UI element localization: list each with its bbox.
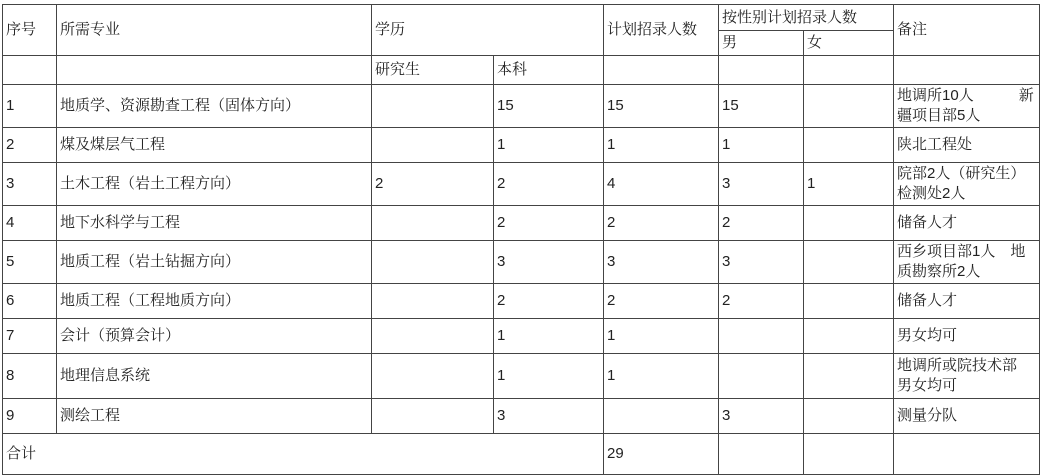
cell-undergrad: 15 (494, 85, 604, 128)
cell-major: 地质工程（工程地质方向） (57, 284, 372, 319)
header-col-education: 学历 (372, 5, 604, 56)
cell-female: 1 (804, 163, 894, 206)
cell-male: 3 (719, 241, 804, 284)
cell-major: 地理信息系统 (57, 354, 372, 399)
cell-postgrad (372, 85, 494, 128)
cell-no: 4 (3, 206, 57, 241)
total-planned: 29 (604, 434, 719, 475)
recruitment-plan-table (2, 4, 1040, 475)
cell-remark: 地调所或院技术部 男女均可 (894, 354, 1040, 399)
cell-no: 2 (3, 128, 57, 163)
table-row (3, 241, 1040, 284)
cell-major: 地下水科学与工程 (57, 206, 372, 241)
cell-undergrad: 2 (494, 284, 604, 319)
cell-remark: 陕北工程处 (894, 128, 1040, 163)
cell-planned: 1 (604, 319, 719, 354)
cell-planned (604, 399, 719, 434)
cell-major: 煤及煤层气工程 (57, 128, 372, 163)
table-row (3, 85, 1040, 128)
cell-undergrad: 3 (494, 241, 604, 284)
cell-no: 6 (3, 284, 57, 319)
cell-remark: 测量分队 (894, 399, 1040, 434)
cell-postgrad (372, 284, 494, 319)
empty-cell (604, 56, 719, 85)
cell-remark: 地调所10人 新疆项目部5人 (894, 85, 1040, 128)
cell-planned: 3 (604, 241, 719, 284)
header-col-female: 女 (804, 31, 894, 56)
cell-major: 测绘工程 (57, 399, 372, 434)
cell-postgrad (372, 206, 494, 241)
table-row (3, 163, 1040, 206)
cell-remark: 男女均可 (894, 319, 1040, 354)
header-row-3 (3, 56, 1040, 85)
total-row (3, 434, 1040, 475)
cell-no: 3 (3, 163, 57, 206)
cell-planned: 2 (604, 206, 719, 241)
total-female (804, 434, 894, 475)
cell-major: 地质学、资源勘查工程（固体方向） (57, 85, 372, 128)
cell-planned: 2 (604, 284, 719, 319)
cell-undergrad: 2 (494, 163, 604, 206)
cell-male (719, 354, 804, 399)
header-col-remark: 备注 (894, 5, 1040, 56)
table-row (3, 354, 1040, 399)
header-col-no: 序号 (3, 5, 57, 56)
empty-cell (804, 56, 894, 85)
cell-female (804, 241, 894, 284)
cell-female (804, 354, 894, 399)
cell-postgrad (372, 128, 494, 163)
table-row (3, 284, 1040, 319)
header-col-male: 男 (719, 31, 804, 56)
cell-no: 1 (3, 85, 57, 128)
cell-female (804, 319, 894, 354)
cell-undergrad: 1 (494, 354, 604, 399)
cell-major: 会计（预算会计） (57, 319, 372, 354)
cell-remark: 院部2人（研究生）检测处2人 (894, 163, 1040, 206)
total-label: 合计 (3, 434, 604, 475)
cell-undergrad: 1 (494, 128, 604, 163)
cell-planned: 1 (604, 354, 719, 399)
cell-major: 地质工程（岩土钻掘方向） (57, 241, 372, 284)
header-col-postgrad: 研究生 (372, 56, 494, 85)
cell-male (719, 319, 804, 354)
cell-male: 3 (719, 399, 804, 434)
header-row-1 (3, 5, 1040, 31)
empty-cell (57, 56, 372, 85)
cell-major: 土木工程（岩土工程方向） (57, 163, 372, 206)
cell-remark: 储备人才 (894, 284, 1040, 319)
cell-planned: 4 (604, 163, 719, 206)
total-male (719, 434, 804, 475)
cell-no: 5 (3, 241, 57, 284)
cell-no: 7 (3, 319, 57, 354)
table-row (3, 128, 1040, 163)
cell-planned: 15 (604, 85, 719, 128)
cell-male: 15 (719, 85, 804, 128)
header-col-major: 所需专业 (57, 5, 372, 56)
cell-undergrad: 3 (494, 399, 604, 434)
cell-female (804, 399, 894, 434)
cell-no: 9 (3, 399, 57, 434)
total-remark (894, 434, 1040, 475)
cell-female (804, 206, 894, 241)
cell-female (804, 284, 894, 319)
cell-remark: 储备人才 (894, 206, 1040, 241)
cell-female (804, 85, 894, 128)
table-row (3, 206, 1040, 241)
cell-male: 1 (719, 128, 804, 163)
cell-no: 8 (3, 354, 57, 399)
empty-cell (3, 56, 57, 85)
cell-planned: 1 (604, 128, 719, 163)
cell-postgrad (372, 241, 494, 284)
header-col-planned: 计划招录人数 (604, 5, 719, 56)
header-col-by-gender: 按性别计划招录人数 (719, 5, 894, 31)
cell-undergrad: 2 (494, 206, 604, 241)
cell-male: 2 (719, 284, 804, 319)
cell-male: 2 (719, 206, 804, 241)
cell-undergrad: 1 (494, 319, 604, 354)
cell-male: 3 (719, 163, 804, 206)
cell-postgrad (372, 399, 494, 434)
cell-postgrad (372, 319, 494, 354)
empty-cell (719, 56, 804, 85)
cell-remark: 西乡项目部1人 地质勘察所2人 (894, 241, 1040, 284)
table-row (3, 319, 1040, 354)
empty-cell (894, 56, 1040, 85)
table-row (3, 399, 1040, 434)
cell-female (804, 128, 894, 163)
cell-postgrad: 2 (372, 163, 494, 206)
cell-postgrad (372, 354, 494, 399)
header-col-undergrad: 本科 (494, 56, 604, 85)
